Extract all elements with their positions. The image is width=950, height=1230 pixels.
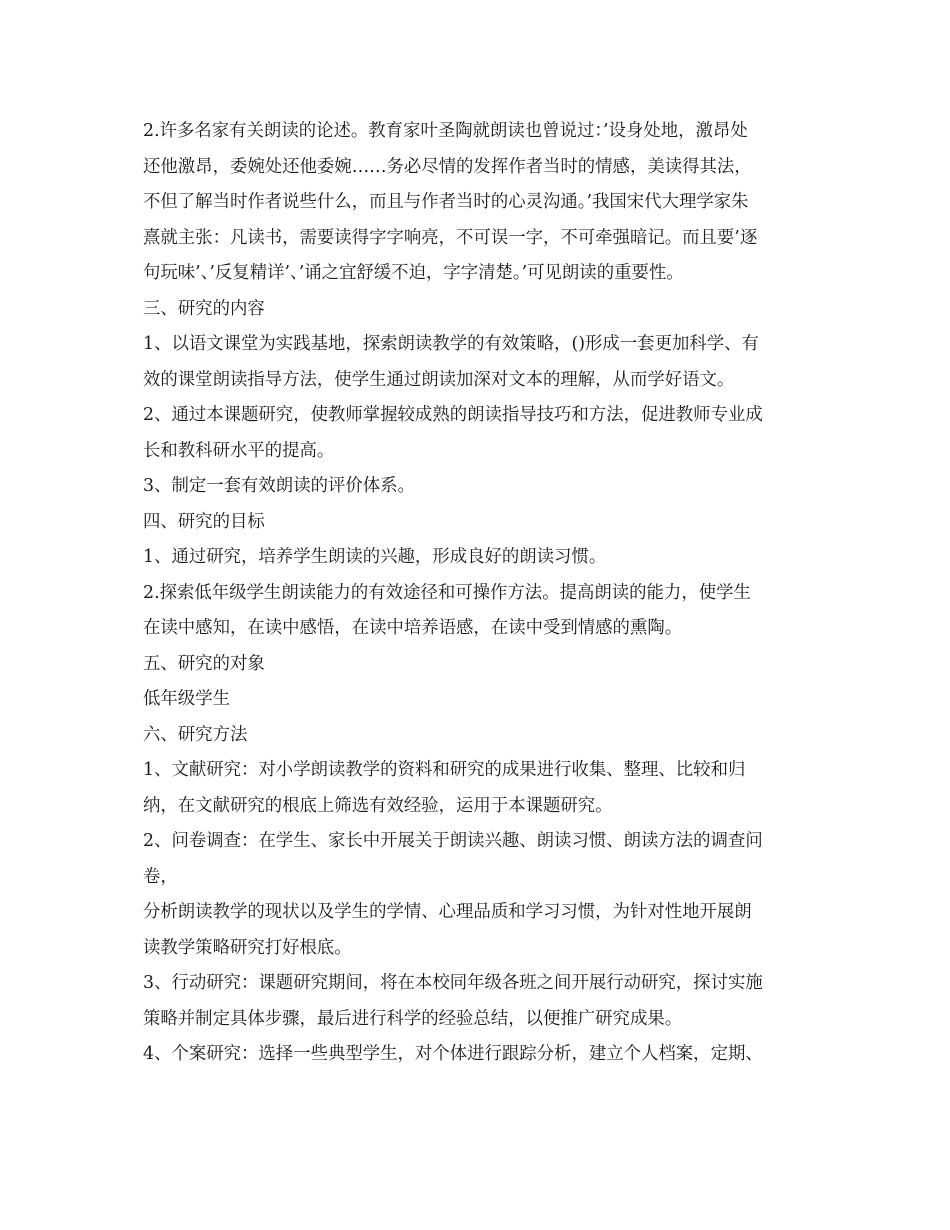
text-line: 策略并制定具体步骤，最后进行科学的经验总结，以便推广研究成果。 <box>143 1008 683 1029</box>
text-line: 熹就主张：凡读书，需要读得字字响亮，不可误一字，不可牵强暗记。而且要’逐 <box>143 227 758 248</box>
text-line: 3、制定一套有效朗读的评价体系。 <box>143 476 415 496</box>
text-line: 2.探索低年级学生朗读能力的有效途径和可操作方法。提高朗读的能力，使学生 <box>143 582 751 603</box>
section-heading: 三、研究的内容 <box>143 298 265 319</box>
text-line: 不但了解当时作者说些什么，而且与作者当时的心灵沟通。’我国宋代大理学家朱 <box>143 192 749 212</box>
text-line: 分析朗读教学的现状以及学生的学情、心理品质和学习习惯，为针对性地开展朗 <box>143 902 752 922</box>
document-body <box>143 114 813 1073</box>
text-line: 低年级学生 <box>143 689 230 709</box>
text-line: 纳，在文献研究的根底上筛选有效经验，运用于本课题研究。 <box>143 795 613 816</box>
text-line: 2.许多名家有关朗读的论述。教育家叶圣陶就朗读也曾说过：’设身处地，激昂处 <box>143 121 748 141</box>
section-heading: 六、研究方法 <box>143 724 248 745</box>
text-line: 1、文献研究：对小学朗读教学的资料和研究的成果进行收集、整理、比较和归 <box>143 760 746 780</box>
text-line: 2、问卷调查：在学生、家长中开展关于朗读兴趣、朗读习惯、朗读方法的调查问 <box>143 831 763 851</box>
text-line: 1、以语文课堂为实践基地，探索朗读教学的有效策略，()形成一套更加科学、有 <box>143 334 759 354</box>
section-heading: 五、研究的对象 <box>143 653 265 674</box>
text-line: 句玩味’、’反复精详’、’诵之宜舒缓不迫，字字清楚。’可见朗读的重要性。 <box>143 263 684 283</box>
text-line: 4、个案研究：选择一些典型学生，对个体进行跟踪分析，建立个人档案，定期、 <box>143 1044 763 1064</box>
text-line: 长和教科研水平的提高。 <box>143 440 335 461</box>
section-heading: 四、研究的目标 <box>143 511 265 532</box>
text-line: 卷， <box>143 866 178 887</box>
text-line: 1、通过研究，培养学生朗读的兴趣，形成良好的朗读习惯。 <box>143 547 607 567</box>
text-line: 在读中感知，在读中感悟，在读中培养语感，在读中受到情感的熏陶。 <box>143 618 683 638</box>
text-line: 效的课堂朗读指导方法，使学生通过朗读加深对文本的理解，从而学好语文。 <box>143 369 735 390</box>
text-line: 还他激昂，委婉处还他委婉……务必尽情的发挥作者当时的情感，美读得其法， <box>143 156 752 177</box>
text-line: 3、行动研究：课题研究期间，将在本校同年级各班之间开展行动研究，探讨实施 <box>143 973 763 993</box>
text-line: 读教学策略研究打好根底。 <box>143 937 352 958</box>
text-line: 2、通过本课题研究，使教师掌握较成熟的朗读指导技巧和方法，促进教师专业成 <box>143 405 763 425</box>
